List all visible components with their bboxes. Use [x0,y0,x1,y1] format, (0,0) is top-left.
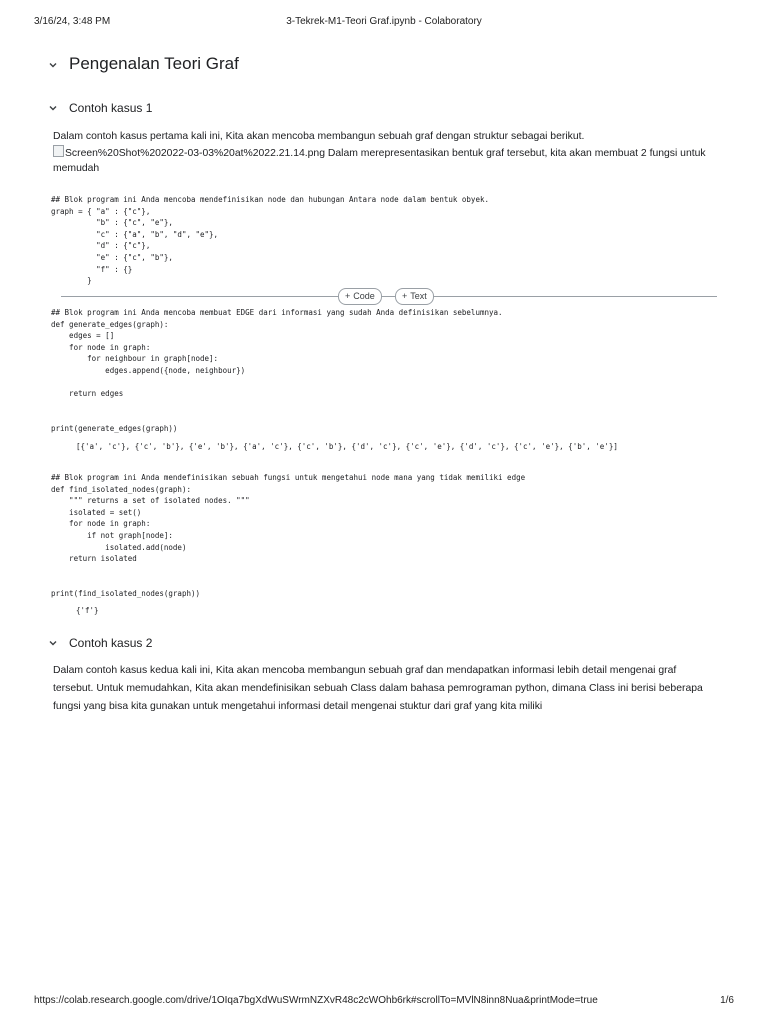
kasus2-collapse-chevron-down-icon[interactable] [48,638,58,648]
add-code-cell-button[interactable] [338,288,382,305]
add-code-label: Code [353,291,375,301]
code-cell-find-isolated-nodes[interactable]: ## Blok program ini Anda mendefinisikan sebuah fungsi untuk mengetahui node mana yang tidak memiliki edge def find_isolated_nodes(graph): """ returns a set of isolated nodes. """ isolated = set() for node in graph: if not graph[node]: isolated.add(node) return isolated print(find_isolated_nodes(graph)) [51,473,526,598]
add-cell-divider [61,296,717,297]
output-generate-edges: [{'a', 'c'}, {'c', 'b'}, {'e', 'b'}, {'a', 'c'}, {'c', 'b'}, {'d', 'c'}, {'c', 'e'}, {'d', 'c'}, {'c', 'e'}, {'b', 'e'}] [76,442,618,451]
print-footer [34,995,734,1009]
print-page-number: 1/6 [720,995,734,1006]
markdown-line: tersebut. Untuk memudahkan, Kita akan mendefinisikan sebuah Class dalam bahasa pemrograman python, dimana Class ini berisi beberapa [53,683,703,694]
plus-icon: + [402,291,408,301]
broken-image-icon [53,145,64,157]
kasus2-heading: Contoh kasus 2 [69,636,153,650]
kasus1-collapse-chevron-down-icon[interactable] [48,103,58,113]
section-collapse-chevron-down-icon[interactable] [48,60,58,70]
plus-icon: + [345,291,351,301]
print-header [34,16,734,30]
markdown-line: fungsi yang bisa kita gunakan untuk mengetahui informasi detail mengenai stuktur dari graf yang kita miliki [53,701,543,712]
print-document-title: 3-Tekrek-M1-Teori Graf.ipynb - Colaboratory [286,16,482,27]
markdown-cell-1[interactable] [53,129,713,177]
markdown-line [53,145,713,162]
markdown-line: memudah [53,163,100,174]
markdown-line: Dalam contoh kasus pertama kali ini, Kita akan mencoba membangun sebuah graf dengan struktur sebagai berikut. [53,131,585,142]
markdown-text: Dalam merepresentasikan bentuk graf tersebut, kita akan membuat 2 fungsi untuk [324,147,706,159]
add-text-label: Text [410,291,427,301]
code-cell-generate-edges[interactable]: ## Blok program ini Anda mencoba membuat EDGE dari informasi yang sudah Anda definisikan sebelumnya. def generate_edges(graph): edges = [] for node in graph: for neighbour in graph[node]: edges.append({node, neighbour}) return edges print(generate_edges(graph)) [51,308,503,433]
markdown-line: Dalam contoh kasus kedua kali ini, Kita akan mencoba membangun sebuah graf dan mendapatkan informasi lebih detail mengenai graf [53,665,677,676]
image-alt-text: Screen%20Shot%202022-03-03%20at%2022.21.14.png [65,147,325,159]
page-title: Pengenalan Teori Graf [69,54,239,73]
add-text-cell-button[interactable] [395,288,434,305]
markdown-cell-2[interactable] [53,662,713,716]
print-datetime: 3/16/24, 3:48 PM [34,16,111,27]
print-url: https://colab.research.google.com/drive/1OIqa7bgXdWuSWrmNZXvR48c2cWOhb6rk#scrollTo=MVlN8inn8Nua&printMode=true [34,995,598,1006]
output-find-isolated-nodes: {'f'} [76,606,99,615]
kasus1-heading: Contoh kasus 1 [69,101,153,115]
code-cell-graph-definition[interactable]: ## Blok program ini Anda mencoba mendefinisikan node dan hubungan Antara node dalam bentuk obyek. graph = { "a" : {"c"}, "b" : {"c", "e"}, "c" : {"a", "b", "d", "e"}, "d" : {"c"}, "e" : {"c", "b"}, "f" : {} } [51,195,489,286]
